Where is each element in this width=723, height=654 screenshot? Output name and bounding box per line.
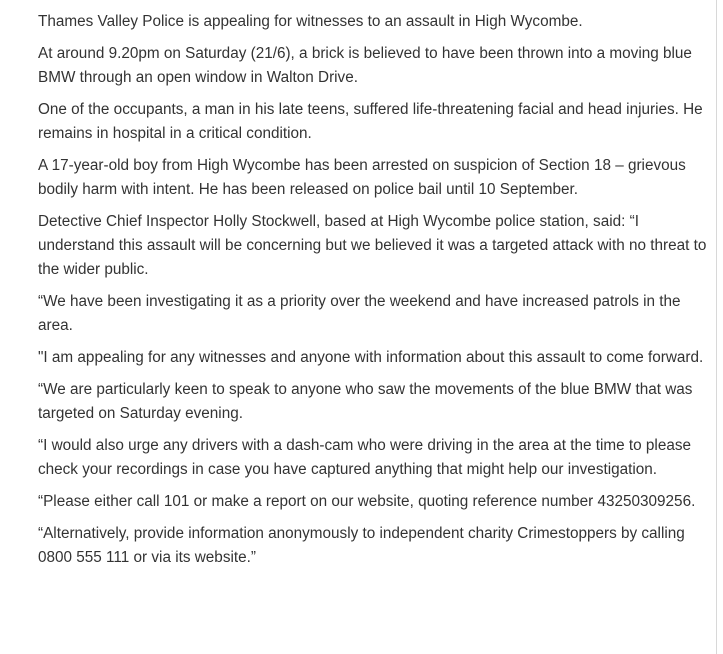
paragraph-bmw: “We are particularly keen to speak to anyone who saw the movements of the blue BMW that was targeted on Saturday evening. bbox=[38, 381, 693, 422]
paragraph-dashcam: “I would also urge any drivers with a dash-cam who were driving in the area at the time to please check your recordings in case you have captured anything that might help our investigation. bbox=[38, 437, 691, 478]
paragraph-victim: One of the occupants, a man in his late teens, suffered life-threatening facial and head injuries. He remains in hospital in a critical condition. bbox=[38, 101, 703, 142]
paragraph-incident: At around 9.20pm on Saturday (21/6), a brick is believed to have been thrown into a moving blue BMW through an open window in Walton Drive. bbox=[38, 45, 692, 86]
paragraph-investigation: “We have been investigating it as a priority over the weekend and have increased patrols in the area. bbox=[38, 293, 681, 334]
article-body bbox=[38, 10, 708, 578]
paragraph-quote-start: Detective Chief Inspector Holly Stockwell, based at High Wycombe police station, said: “I understand this assault will be concerning but we believed it was a targeted attack with no threat to the wider public. bbox=[38, 213, 707, 278]
paragraph-crimestoppers: “Alternatively, provide information anonymously to independent charity Crimestoppers by calling 0800 555 111 or via its website.” bbox=[38, 525, 685, 566]
paragraph-contact: “Please either call 101 or make a report on our website, quoting reference number 43250309256. bbox=[38, 493, 696, 510]
paragraph-intro: Thames Valley Police is appealing for witnesses to an assault in High Wycombe. bbox=[38, 13, 583, 30]
vertical-scrollbar[interactable] bbox=[717, 0, 723, 654]
paragraph-appeal: "I am appealing for any witnesses and anyone with information about this assault to come forward. bbox=[38, 349, 704, 366]
paragraph-arrest: A 17-year-old boy from High Wycombe has been arrested on suspicion of Section 18 – grievous bodily harm with intent. He has been released on police bail until 10 September. bbox=[38, 157, 686, 198]
